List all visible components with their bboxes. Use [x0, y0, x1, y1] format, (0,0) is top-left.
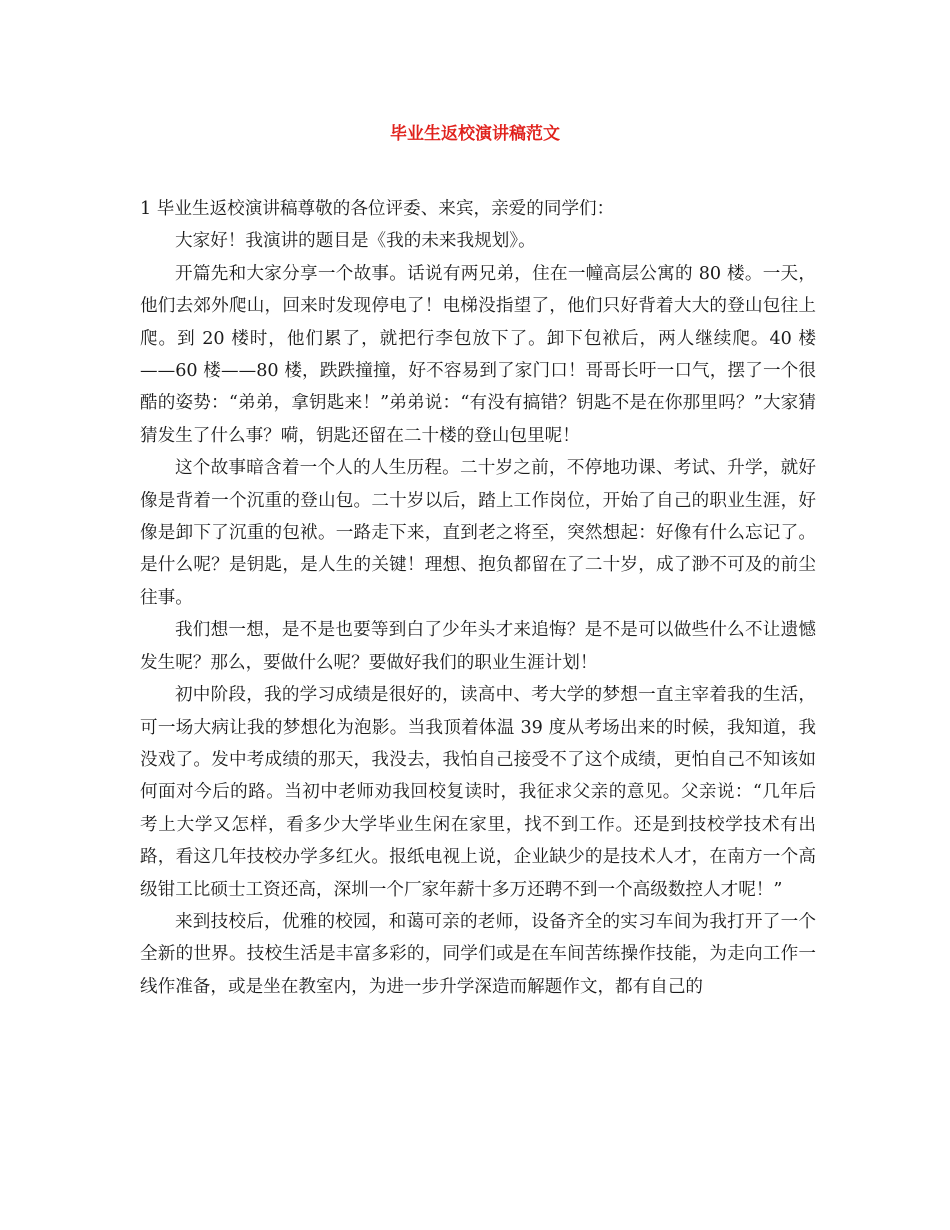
- paragraph-intro: 大家好！我演讲的题目是《我的未来我规划》。: [175, 231, 536, 252]
- paragraph-greeting: 1 毕业生返校演讲稿尊敬的各位评委、来宾，亲爱的同学们：: [140, 199, 615, 219]
- document-title: 毕业生返校演讲稿范文: [390, 124, 560, 144]
- paragraph-middle-school: 初中阶段，我的学习成绩是很好的，读高中、考大学的梦想一直主宰着我的生活，可一场大病让我的梦想化为泡影。当我顶着体温 39 度从考场出来的时候，我知道，我没戏了。发中考成绩的那天，我没去，我怕自己接受不了这个成绩，更怕自己不知该如何面对今后的路。当初中老师劝我回校复读时，我征求父亲的意见。父亲说：“几年后考上大学又怎样，看多少大学毕业生闲在家里，找不到工作。还是到技校学技术有出路，看这几年技校办学多红火。报纸电视上说，企业缺少的是技术人才，在南方一个高级钳工比硕士工资还高，深圳一个厂家年薪十多万还聘不到一个高级数控人才呢！”: [140, 685, 816, 900]
- paragraph-meaning: 这个故事暗含着一个人的人生历程。二十岁之前，不停地功课、考试、升学，就好像是背着一个沉重的登山包。二十岁以后，踏上工作岗位，开始了自己的职业生涯，好像是卸下了沉重的包袱。一路走下来，直到老之将至，突然想起：好像有什么忘记了。是什么呢？是钥匙，是人生的关键！理想、抱负都留在了二十岁，成了渺不可及的前尘往事。: [140, 458, 816, 608]
- paragraph-question: 我们想一想，是不是也要等到白了少年头才来追悔？是不是可以做些什么不让遗憾发生呢？那么，要做什么呢？要做好我们的职业生涯计划！: [140, 620, 816, 673]
- document-body: [140, 193, 816, 1003]
- paragraph-story: 开篇先和大家分享一个故事。话说有两兄弟，住在一幢高层公寓的 80 楼。一天，他们去郊外爬山，回来时发现停电了！电梯没指望了，他们只好背着大大的登山包往上爬。到 20 楼时，他们累了，就把行李包放下了。卸下包袱后，两人继续爬。40 楼——60 楼——80 楼，跌跌撞撞，好不容易到了家门口！哥哥长吁一口气，摆了一个很酷的姿势：“弟弟，拿钥匙来！”弟弟说：“有没有搞错？钥匙不是在你那里吗？”大家猜猜发生了什么事？嗬，钥匙还留在二十楼的登山包里呢！: [140, 263, 816, 446]
- paragraph-technical-school: 来到技校后，优雅的校园，和蔼可亲的老师，设备齐全的实习车间为我打开了一个全新的世界。技校生活是丰富多彩的，同学们或是在车间苦练操作技能，为走向工作一线作准备，或是坐在教室内，为进一步升学深造而解题作文，都有自己的: [140, 911, 816, 997]
